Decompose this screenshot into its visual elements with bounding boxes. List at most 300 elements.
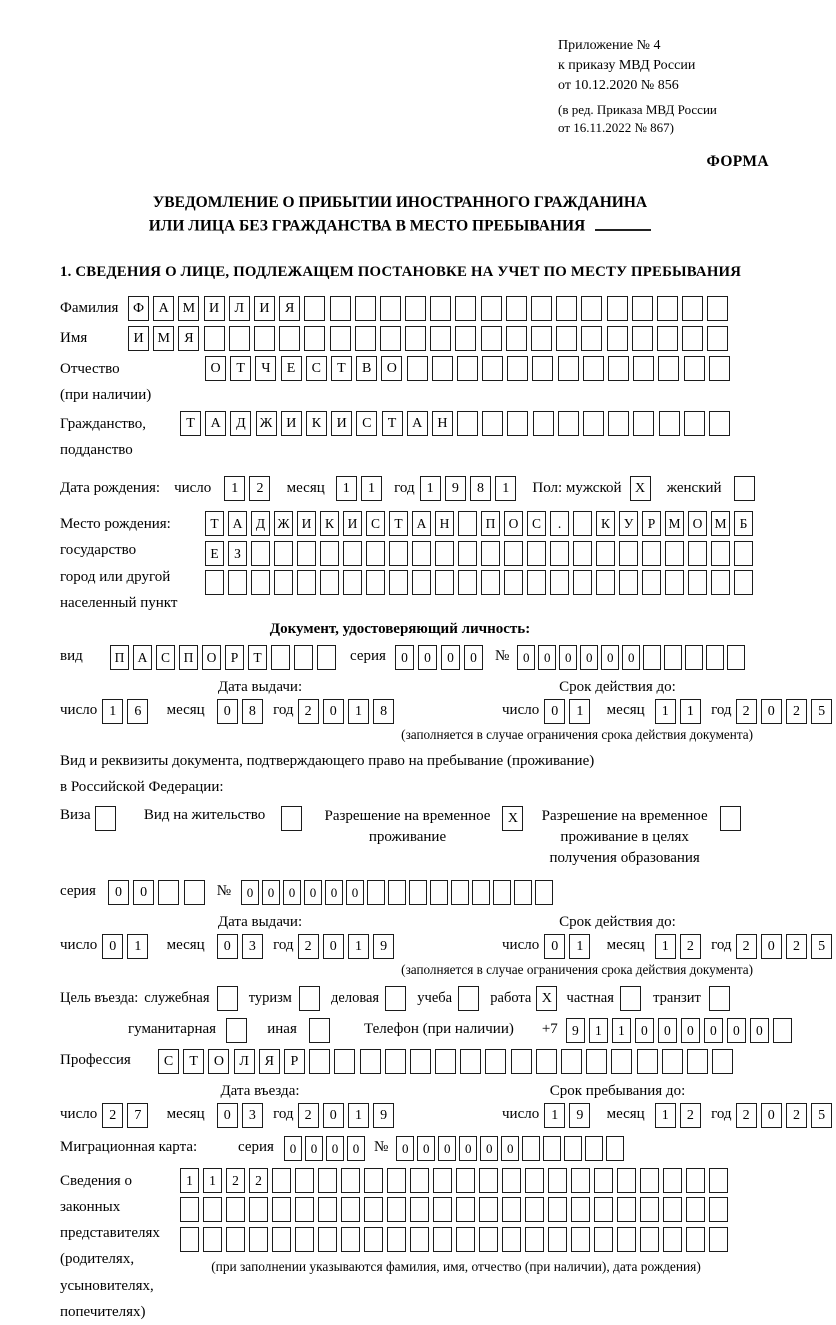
residence-permit-checkbox-cell-1[interactable] — [281, 806, 302, 831]
permit-valid-year-cells-cell-1[interactable]: 2 — [736, 934, 757, 959]
birth-place-row3-cells-cell-22[interactable] — [688, 570, 707, 595]
legal-row1-cells-cell-13[interactable] — [456, 1168, 475, 1193]
permit-valid-month-cells-cell-1[interactable]: 1 — [655, 934, 676, 959]
legal-row2-cells-cell-14[interactable] — [479, 1197, 498, 1222]
doc-issue-year-cells-cell-3[interactable]: 1 — [348, 699, 369, 724]
legal-row1-cells-cell-22[interactable] — [663, 1168, 682, 1193]
legal-row3-cells-cell-8[interactable] — [341, 1227, 360, 1252]
phone-cells-cell-7[interactable]: 0 — [704, 1018, 723, 1043]
doc-series-cells-cell-4[interactable]: 0 — [464, 645, 483, 670]
legal-row2-cells-cell-23[interactable] — [686, 1197, 705, 1222]
legal-row1-cells-cell-6[interactable] — [295, 1168, 314, 1193]
legal-row3-cells-cell-4[interactable] — [249, 1227, 268, 1252]
stay-day-cells-cell-1[interactable]: 1 — [544, 1103, 565, 1128]
patronymic-cells-cell-2[interactable]: Т — [230, 356, 251, 381]
patronymic-cells-cell-4[interactable]: Е — [281, 356, 302, 381]
entry-day-cells-cell-2[interactable]: 7 — [127, 1103, 148, 1128]
legal-row2-cells-cell-8[interactable] — [341, 1197, 360, 1222]
purpose-business-checkbox-cell-1[interactable] — [385, 986, 406, 1011]
birth-month-cells-cell-1[interactable]: 1 — [336, 476, 357, 501]
profession-cells-cell-9[interactable] — [360, 1049, 381, 1074]
temp-permit-checkbox-cell-1[interactable]: X — [502, 806, 523, 831]
firstname-cells-cell-14[interactable] — [455, 326, 476, 351]
migration-number-cells-cell-7[interactable] — [522, 1136, 540, 1161]
permit-valid-day-cells-cell-2[interactable]: 1 — [569, 934, 590, 959]
birth-place-row2-cells-cell-10[interactable] — [412, 541, 431, 566]
profession-cells-cell-1[interactable]: С — [158, 1049, 179, 1074]
firstname-cells-cell-1[interactable]: И — [128, 326, 149, 351]
birth-place-row3-cells-cell-7[interactable] — [343, 570, 362, 595]
entry-year-cells-cell-4[interactable]: 9 — [373, 1103, 394, 1128]
permit-number-cells-cell-8[interactable] — [388, 880, 406, 905]
permit-number-cells-cell-4[interactable]: 0 — [304, 880, 322, 905]
migration-number-cells-cell-9[interactable] — [564, 1136, 582, 1161]
birth-place-row2-cells-cell-14[interactable] — [504, 541, 523, 566]
permit-issue-month-cells-cell-2[interactable]: 3 — [242, 934, 263, 959]
doc-number-cells-cell-2[interactable]: 0 — [538, 645, 556, 670]
doc-number-cells-cell-6[interactable]: 0 — [622, 645, 640, 670]
migration-number-cells-cell-2[interactable]: 0 — [417, 1136, 435, 1161]
patronymic-cells-cell-16[interactable] — [583, 356, 604, 381]
phone-cells-cell-4[interactable]: 0 — [635, 1018, 654, 1043]
patronymic-cells-cell-20[interactable] — [684, 356, 705, 381]
birth-place-row3-cells-cell-21[interactable] — [665, 570, 684, 595]
citizenship-cells-cell-7[interactable]: И — [331, 411, 352, 436]
entry-month-cells-cell-1[interactable]: 0 — [217, 1103, 238, 1128]
firstname-cells-cell-3[interactable]: Я — [178, 326, 199, 351]
phone-cells-cell-2[interactable]: 1 — [589, 1018, 608, 1043]
permit-valid-day-cells-cell-1[interactable]: 0 — [544, 934, 565, 959]
sex-male-checkbox-cell-1[interactable]: X — [630, 476, 651, 501]
doc-type-cells-cell-10[interactable] — [317, 645, 336, 670]
legal-row3-cells-cell-15[interactable] — [502, 1227, 521, 1252]
permit-series-cells-cell-1[interactable]: 0 — [108, 880, 129, 905]
purpose-study-checkbox-cell-1[interactable] — [458, 986, 479, 1011]
permit-valid-year-cells-cell-2[interactable]: 0 — [761, 934, 782, 959]
legal-row1-cells-cell-2[interactable]: 1 — [203, 1168, 222, 1193]
permit-valid-year-cells-cell-4[interactable]: 5 — [811, 934, 832, 959]
legal-row3-cells-cell-9[interactable] — [364, 1227, 383, 1252]
citizenship-cells-cell-2[interactable]: А — [205, 411, 226, 436]
profession-cells-cell-2[interactable]: Т — [183, 1049, 204, 1074]
citizenship-cells-cell-19[interactable] — [633, 411, 654, 436]
legal-row2-cells-cell-4[interactable] — [249, 1197, 268, 1222]
permit-issue-day-cells-cell-1[interactable]: 0 — [102, 934, 123, 959]
stay-year-cells-cell-1[interactable]: 2 — [736, 1103, 757, 1128]
patronymic-cells-cell-8[interactable]: О — [381, 356, 402, 381]
surname-cells-cell-18[interactable] — [556, 296, 577, 321]
birth-place-row1-cells-cell-13[interactable]: П — [481, 511, 500, 536]
birth-place-row2-cells-cell-24[interactable] — [734, 541, 753, 566]
birth-place-row1-cells-cell-3[interactable]: Д — [251, 511, 270, 536]
legal-row2-cells-cell-19[interactable] — [594, 1197, 613, 1222]
legal-row3-cells-cell-12[interactable] — [433, 1227, 452, 1252]
permit-number-cells-cell-5[interactable]: 0 — [325, 880, 343, 905]
citizenship-cells-cell-5[interactable]: И — [281, 411, 302, 436]
birth-place-row1-cells-cell-7[interactable]: И — [343, 511, 362, 536]
phone-cells-cell-9[interactable]: 0 — [750, 1018, 769, 1043]
patronymic-cells-cell-12[interactable] — [482, 356, 503, 381]
patronymic-cells-cell-5[interactable]: С — [306, 356, 327, 381]
legal-row1-cells-cell-18[interactable] — [571, 1168, 590, 1193]
migration-number-cells-cell-8[interactable] — [543, 1136, 561, 1161]
permit-series-cells-cell-2[interactable]: 0 — [133, 880, 154, 905]
permit-number-cells-cell-6[interactable]: 0 — [346, 880, 364, 905]
citizenship-cells-cell-4[interactable]: Ж — [256, 411, 277, 436]
surname-cells-cell-23[interactable] — [682, 296, 703, 321]
stay-year-cells-cell-3[interactable]: 2 — [786, 1103, 807, 1128]
legal-row1-cells-cell-4[interactable]: 2 — [249, 1168, 268, 1193]
surname-cells-cell-16[interactable] — [506, 296, 527, 321]
purpose-private-checkbox-cell-1[interactable] — [620, 986, 641, 1011]
surname-cells-cell-22[interactable] — [657, 296, 678, 321]
citizenship-cells-cell-14[interactable] — [507, 411, 528, 436]
doc-series-cells-cell-2[interactable]: 0 — [418, 645, 437, 670]
legal-row2-cells-cell-2[interactable] — [203, 1197, 222, 1222]
doc-valid-day-cells-cell-2[interactable]: 1 — [569, 699, 590, 724]
birth-place-row3-cells-cell-13[interactable] — [481, 570, 500, 595]
birth-place-row3-cells-cell-15[interactable] — [527, 570, 546, 595]
legal-row1-cells-cell-19[interactable] — [594, 1168, 613, 1193]
doc-number-cells-cell-10[interactable] — [706, 645, 724, 670]
birth-place-row1-cells-cell-9[interactable]: Т — [389, 511, 408, 536]
birth-place-row1-cells-cell-17[interactable] — [573, 511, 592, 536]
birth-place-row1-cells-cell-12[interactable] — [458, 511, 477, 536]
legal-row2-cells-cell-11[interactable] — [410, 1197, 429, 1222]
migration-number-cells-cell-1[interactable]: 0 — [396, 1136, 414, 1161]
legal-row2-cells-cell-16[interactable] — [525, 1197, 544, 1222]
birth-place-row2-cells-cell-19[interactable] — [619, 541, 638, 566]
birth-place-row3-cells-cell-19[interactable] — [619, 570, 638, 595]
profession-cells-cell-5[interactable]: Я — [259, 1049, 280, 1074]
birth-place-row1-cells-cell-22[interactable]: О — [688, 511, 707, 536]
doc-valid-year-cells-cell-2[interactable]: 0 — [761, 699, 782, 724]
legal-row1-cells-cell-12[interactable] — [433, 1168, 452, 1193]
citizenship-cells-cell-12[interactable] — [457, 411, 478, 436]
surname-cells-cell-5[interactable]: Л — [229, 296, 250, 321]
legal-row1-cells-cell-20[interactable] — [617, 1168, 636, 1193]
profession-cells-cell-15[interactable] — [511, 1049, 532, 1074]
doc-number-cells-cell-4[interactable]: 0 — [580, 645, 598, 670]
doc-type-cells-cell-2[interactable]: А — [133, 645, 152, 670]
surname-cells-cell-9[interactable] — [330, 296, 351, 321]
profession-cells-cell-22[interactable] — [687, 1049, 708, 1074]
purpose-other-checkbox-cell-1[interactable] — [309, 1018, 330, 1043]
phone-cells-cell-10[interactable] — [773, 1018, 792, 1043]
citizenship-cells-cell-13[interactable] — [482, 411, 503, 436]
citizenship-cells-cell-6[interactable]: К — [306, 411, 327, 436]
legal-row2-cells-cell-15[interactable] — [502, 1197, 521, 1222]
doc-number-cells-cell-9[interactable] — [685, 645, 703, 670]
birth-place-row1-cells-cell-4[interactable]: Ж — [274, 511, 293, 536]
doc-type-cells-cell-8[interactable] — [271, 645, 290, 670]
citizenship-cells-cell-3[interactable]: Д — [230, 411, 251, 436]
birth-place-row2-cells-cell-15[interactable] — [527, 541, 546, 566]
birth-place-row2-cells-cell-8[interactable] — [366, 541, 385, 566]
legal-row3-cells-cell-13[interactable] — [456, 1227, 475, 1252]
migration-number-cells-cell-10[interactable] — [585, 1136, 603, 1161]
firstname-cells-cell-16[interactable] — [506, 326, 527, 351]
purpose-tourism-checkbox-cell-1[interactable] — [299, 986, 320, 1011]
phone-cells-cell-5[interactable]: 0 — [658, 1018, 677, 1043]
profession-cells-cell-3[interactable]: О — [208, 1049, 229, 1074]
phone-cells-cell-6[interactable]: 0 — [681, 1018, 700, 1043]
patronymic-cells-cell-17[interactable] — [608, 356, 629, 381]
patronymic-cells-cell-1[interactable]: О — [205, 356, 226, 381]
legal-row3-cells-cell-5[interactable] — [272, 1227, 291, 1252]
citizenship-cells-cell-16[interactable] — [558, 411, 579, 436]
migration-series-cells-cell-1[interactable]: 0 — [284, 1136, 302, 1161]
legal-row1-cells-cell-24[interactable] — [709, 1168, 728, 1193]
doc-valid-month-cells-cell-1[interactable]: 1 — [655, 699, 676, 724]
patronymic-cells-cell-15[interactable] — [558, 356, 579, 381]
doc-issue-month-cells-cell-1[interactable]: 0 — [217, 699, 238, 724]
doc-valid-year-cells-cell-1[interactable]: 2 — [736, 699, 757, 724]
firstname-cells-cell-6[interactable] — [254, 326, 275, 351]
doc-issue-month-cells-cell-2[interactable]: 8 — [242, 699, 263, 724]
birth-place-row2-cells-cell-21[interactable] — [665, 541, 684, 566]
profession-cells-cell-18[interactable] — [586, 1049, 607, 1074]
birth-place-row1-cells-cell-11[interactable]: Н — [435, 511, 454, 536]
citizenship-cells-cell-22[interactable] — [709, 411, 730, 436]
birth-place-row1-cells-cell-8[interactable]: С — [366, 511, 385, 536]
birth-place-row3-cells-cell-1[interactable] — [205, 570, 224, 595]
entry-day-cells-cell-1[interactable]: 2 — [102, 1103, 123, 1128]
legal-row3-cells-cell-2[interactable] — [203, 1227, 222, 1252]
permit-number-cells-cell-14[interactable] — [514, 880, 532, 905]
firstname-cells-cell-23[interactable] — [682, 326, 703, 351]
birth-place-row3-cells-cell-23[interactable] — [711, 570, 730, 595]
firstname-cells-cell-11[interactable] — [380, 326, 401, 351]
birth-place-row3-cells-cell-3[interactable] — [251, 570, 270, 595]
legal-row3-cells-cell-6[interactable] — [295, 1227, 314, 1252]
legal-row1-cells-cell-10[interactable] — [387, 1168, 406, 1193]
legal-row2-cells-cell-18[interactable] — [571, 1197, 590, 1222]
surname-cells-cell-3[interactable]: М — [178, 296, 199, 321]
firstname-cells-cell-15[interactable] — [481, 326, 502, 351]
birth-place-row3-cells-cell-8[interactable] — [366, 570, 385, 595]
patronymic-cells-cell-14[interactable] — [532, 356, 553, 381]
birth-place-row3-cells-cell-24[interactable] — [734, 570, 753, 595]
citizenship-cells-cell-9[interactable]: Т — [382, 411, 403, 436]
legal-row1-cells-cell-14[interactable] — [479, 1168, 498, 1193]
birth-place-row2-cells-cell-20[interactable] — [642, 541, 661, 566]
birth-place-row1-cells-cell-19[interactable]: У — [619, 511, 638, 536]
phone-cells-cell-8[interactable]: 0 — [727, 1018, 746, 1043]
migration-number-cells-cell-6[interactable]: 0 — [501, 1136, 519, 1161]
citizenship-cells-cell-17[interactable] — [583, 411, 604, 436]
patronymic-cells-cell-3[interactable]: Ч — [255, 356, 276, 381]
migration-series-cells-cell-2[interactable]: 0 — [305, 1136, 323, 1161]
surname-cells-cell-4[interactable]: И — [204, 296, 225, 321]
permit-series-cells-cell-3[interactable] — [158, 880, 179, 905]
profession-cells-cell-4[interactable]: Л — [234, 1049, 255, 1074]
entry-month-cells-cell-2[interactable]: 3 — [242, 1103, 263, 1128]
doc-number-cells-cell-5[interactable]: 0 — [601, 645, 619, 670]
birth-place-row2-cells-cell-11[interactable] — [435, 541, 454, 566]
legal-row3-cells-cell-14[interactable] — [479, 1227, 498, 1252]
sex-female-checkbox-cell-1[interactable] — [734, 476, 755, 501]
legal-row3-cells-cell-21[interactable] — [640, 1227, 659, 1252]
birth-place-row2-cells-cell-17[interactable] — [573, 541, 592, 566]
birth-place-row1-cells-cell-24[interactable]: Б — [734, 511, 753, 536]
doc-valid-month-cells-cell-2[interactable]: 1 — [680, 699, 701, 724]
surname-cells-cell-17[interactable] — [531, 296, 552, 321]
profession-cells-cell-13[interactable] — [460, 1049, 481, 1074]
doc-number-cells-cell-8[interactable] — [664, 645, 682, 670]
legal-row2-cells-cell-6[interactable] — [295, 1197, 314, 1222]
birth-year-cells-cell-3[interactable]: 8 — [470, 476, 491, 501]
birth-place-row2-cells-cell-5[interactable] — [297, 541, 316, 566]
migration-number-cells-cell-3[interactable]: 0 — [438, 1136, 456, 1161]
surname-cells-cell-11[interactable] — [380, 296, 401, 321]
legal-row3-cells-cell-7[interactable] — [318, 1227, 337, 1252]
firstname-cells-cell-8[interactable] — [304, 326, 325, 351]
birth-place-row3-cells-cell-12[interactable] — [458, 570, 477, 595]
entry-year-cells-cell-1[interactable]: 2 — [298, 1103, 319, 1128]
birth-place-row3-cells-cell-20[interactable] — [642, 570, 661, 595]
purpose-humanitarian-checkbox-cell-1[interactable] — [226, 1018, 247, 1043]
phone-cells-cell-3[interactable]: 1 — [612, 1018, 631, 1043]
birth-place-row2-cells-cell-4[interactable] — [274, 541, 293, 566]
migration-series-cells-cell-3[interactable]: 0 — [326, 1136, 344, 1161]
birth-place-row2-cells-cell-3[interactable] — [251, 541, 270, 566]
legal-row2-cells-cell-10[interactable] — [387, 1197, 406, 1222]
birth-place-row2-cells-cell-2[interactable]: З — [228, 541, 247, 566]
migration-number-cells-cell-4[interactable]: 0 — [459, 1136, 477, 1161]
migration-number-cells-cell-11[interactable] — [606, 1136, 624, 1161]
birth-place-row3-cells-cell-5[interactable] — [297, 570, 316, 595]
surname-cells-cell-2[interactable]: А — [153, 296, 174, 321]
legal-row3-cells-cell-10[interactable] — [387, 1227, 406, 1252]
phone-cells-cell-1[interactable]: 9 — [566, 1018, 585, 1043]
citizenship-cells-cell-10[interactable]: А — [407, 411, 428, 436]
patronymic-cells-cell-10[interactable] — [432, 356, 453, 381]
stay-day-cells-cell-2[interactable]: 9 — [569, 1103, 590, 1128]
firstname-cells-cell-18[interactable] — [556, 326, 577, 351]
birth-year-cells-cell-1[interactable]: 1 — [420, 476, 441, 501]
citizenship-cells-cell-20[interactable] — [659, 411, 680, 436]
profession-cells-cell-23[interactable] — [712, 1049, 733, 1074]
migration-series-cells-cell-4[interactable]: 0 — [347, 1136, 365, 1161]
stay-year-cells-cell-2[interactable]: 0 — [761, 1103, 782, 1128]
birth-day-cells-cell-2[interactable]: 2 — [249, 476, 270, 501]
permit-valid-month-cells-cell-2[interactable]: 2 — [680, 934, 701, 959]
doc-issue-day-cells-cell-1[interactable]: 1 — [102, 699, 123, 724]
profession-cells-cell-16[interactable] — [536, 1049, 557, 1074]
entry-year-cells-cell-2[interactable]: 0 — [323, 1103, 344, 1128]
permit-number-cells-cell-13[interactable] — [493, 880, 511, 905]
doc-type-cells-cell-6[interactable]: Р — [225, 645, 244, 670]
patronymic-cells-cell-11[interactable] — [457, 356, 478, 381]
citizenship-cells-cell-11[interactable]: Н — [432, 411, 453, 436]
birth-place-row2-cells-cell-9[interactable] — [389, 541, 408, 566]
surname-cells-cell-13[interactable] — [430, 296, 451, 321]
doc-number-cells-cell-1[interactable]: 0 — [517, 645, 535, 670]
profession-cells-cell-7[interactable] — [309, 1049, 330, 1074]
patronymic-cells-cell-6[interactable]: Т — [331, 356, 352, 381]
stay-month-cells-cell-1[interactable]: 1 — [655, 1103, 676, 1128]
stay-year-cells-cell-4[interactable]: 5 — [811, 1103, 832, 1128]
doc-type-cells-cell-1[interactable]: П — [110, 645, 129, 670]
legal-row2-cells-cell-12[interactable] — [433, 1197, 452, 1222]
profession-cells-cell-8[interactable] — [334, 1049, 355, 1074]
doc-valid-day-cells-cell-1[interactable]: 0 — [544, 699, 565, 724]
legal-row3-cells-cell-1[interactable] — [180, 1227, 199, 1252]
profession-cells-cell-10[interactable] — [385, 1049, 406, 1074]
purpose-transit-checkbox-cell-1[interactable] — [709, 986, 730, 1011]
surname-cells-cell-7[interactable]: Я — [279, 296, 300, 321]
doc-valid-year-cells-cell-3[interactable]: 2 — [786, 699, 807, 724]
birth-place-row1-cells-cell-20[interactable]: Р — [642, 511, 661, 536]
surname-cells-cell-14[interactable] — [455, 296, 476, 321]
legal-row1-cells-cell-7[interactable] — [318, 1168, 337, 1193]
profession-cells-cell-6[interactable]: Р — [284, 1049, 305, 1074]
legal-row3-cells-cell-19[interactable] — [594, 1227, 613, 1252]
doc-type-cells-cell-7[interactable]: Т — [248, 645, 267, 670]
patronymic-cells-cell-21[interactable] — [709, 356, 730, 381]
birth-place-row3-cells-cell-10[interactable] — [412, 570, 431, 595]
birth-year-cells-cell-2[interactable]: 9 — [445, 476, 466, 501]
firstname-cells-cell-4[interactable] — [204, 326, 225, 351]
legal-row1-cells-cell-1[interactable]: 1 — [180, 1168, 199, 1193]
citizenship-cells-cell-1[interactable]: Т — [180, 411, 201, 436]
patronymic-cells-cell-19[interactable] — [658, 356, 679, 381]
birth-place-row3-cells-cell-2[interactable] — [228, 570, 247, 595]
permit-number-cells-cell-2[interactable]: 0 — [262, 880, 280, 905]
firstname-cells-cell-2[interactable]: М — [153, 326, 174, 351]
birth-month-cells-cell-2[interactable]: 1 — [361, 476, 382, 501]
birth-place-row1-cells-cell-23[interactable]: М — [711, 511, 730, 536]
doc-issue-year-cells-cell-2[interactable]: 0 — [323, 699, 344, 724]
legal-row3-cells-cell-24[interactable] — [709, 1227, 728, 1252]
firstname-cells-cell-17[interactable] — [531, 326, 552, 351]
surname-cells-cell-8[interactable] — [304, 296, 325, 321]
surname-cells-cell-1[interactable]: Ф — [128, 296, 149, 321]
surname-cells-cell-21[interactable] — [632, 296, 653, 321]
legal-row1-cells-cell-11[interactable] — [410, 1168, 429, 1193]
birth-place-row2-cells-cell-13[interactable] — [481, 541, 500, 566]
patronymic-cells-cell-7[interactable]: В — [356, 356, 377, 381]
surname-cells-cell-20[interactable] — [607, 296, 628, 321]
birth-place-row3-cells-cell-4[interactable] — [274, 570, 293, 595]
birth-place-row3-cells-cell-9[interactable] — [389, 570, 408, 595]
birth-place-row2-cells-cell-22[interactable] — [688, 541, 707, 566]
birth-place-row3-cells-cell-18[interactable] — [596, 570, 615, 595]
birth-place-row2-cells-cell-16[interactable] — [550, 541, 569, 566]
legal-row2-cells-cell-17[interactable] — [548, 1197, 567, 1222]
temp-permit-edu-checkbox-cell-1[interactable] — [720, 806, 741, 831]
legal-row1-cells-cell-17[interactable] — [548, 1168, 567, 1193]
permit-issue-year-cells-cell-2[interactable]: 0 — [323, 934, 344, 959]
purpose-work-checkbox-cell-1[interactable]: X — [536, 986, 557, 1011]
firstname-cells-cell-12[interactable] — [405, 326, 426, 351]
legal-row3-cells-cell-23[interactable] — [686, 1227, 705, 1252]
visa-checkbox-cell-1[interactable] — [95, 806, 116, 831]
firstname-cells-cell-24[interactable] — [707, 326, 728, 351]
citizenship-cells-cell-8[interactable]: С — [356, 411, 377, 436]
legal-row3-cells-cell-16[interactable] — [525, 1227, 544, 1252]
firstname-cells-cell-20[interactable] — [607, 326, 628, 351]
doc-series-cells-cell-3[interactable]: 0 — [441, 645, 460, 670]
birth-place-row1-cells-cell-5[interactable]: И — [297, 511, 316, 536]
permit-number-cells-cell-1[interactable]: 0 — [241, 880, 259, 905]
legal-row1-cells-cell-23[interactable] — [686, 1168, 705, 1193]
doc-type-cells-cell-4[interactable]: П — [179, 645, 198, 670]
legal-row2-cells-cell-7[interactable] — [318, 1197, 337, 1222]
legal-row3-cells-cell-11[interactable] — [410, 1227, 429, 1252]
birth-place-row1-cells-cell-6[interactable]: К — [320, 511, 339, 536]
